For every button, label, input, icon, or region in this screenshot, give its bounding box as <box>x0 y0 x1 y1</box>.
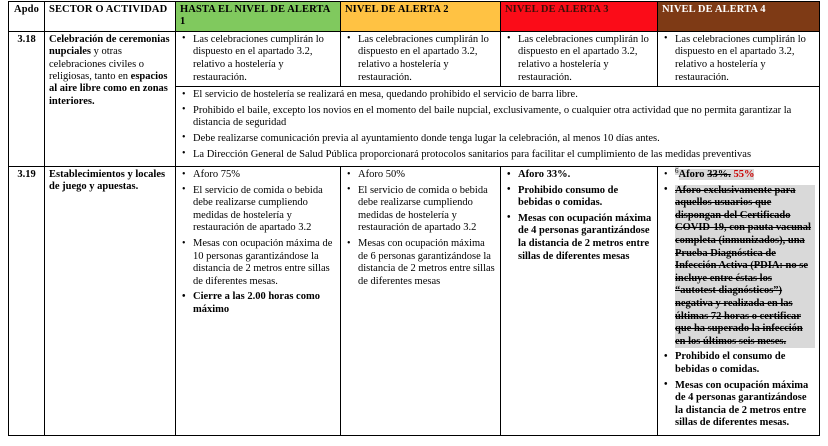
cell-318-nivel1 <box>176 31 341 86</box>
table-row <box>9 167 820 436</box>
list-item: • Mesas con ocupación máxima de 4 personas garantizándose la distancia de 2 metros entre sillas de diferentes mesas <box>518 213 653 263</box>
sector-bold-lead: Celebración de ceremonias nupciales <box>49 33 170 58</box>
cell-318-nivel3 <box>501 31 658 86</box>
row-sector-319 <box>45 167 176 436</box>
header-sector: SECTOR O ACTIVIDAD <box>45 2 176 32</box>
bullet-list <box>505 34 653 84</box>
list-item: • Las celebraciones cumplirán lo dispuesto en el apartado 3.2, relativo a hostelería y restauración. <box>193 34 336 84</box>
cell-319-nivel2 <box>341 167 501 436</box>
list-item: • Cierre a las 2.00 horas como máximo <box>193 291 336 316</box>
bullet-list <box>505 169 653 263</box>
list-item: • El servicio de comida o bebida debe realizarse cumpliendo medidas de hostelería y restauración de apartado 3.2 <box>193 185 336 235</box>
list-item: • Prohibido consumo de bebidas o comidas. <box>518 185 653 210</box>
bullet-list <box>180 89 815 161</box>
list-item: • El servicio de hostelería se realizará en mesa, quedando prohibido el servicio de barra libre. <box>193 89 815 102</box>
aforo-new-value: 55% <box>733 169 755 181</box>
list-item: • Las celebraciones cumplirán lo dispuesto en el apartado 3.2, relativo a hostelería y restauración. <box>675 34 815 84</box>
list-item: • La Dirección General de Salud Pública proporcionará protocolos sanitarios para facilitar el cumplimiento de las medidas preventivas <box>193 149 815 162</box>
header-nivel-1: HASTA EL NIVEL DE ALERTA 1 <box>176 2 341 32</box>
cell-318-common-measures <box>176 87 820 167</box>
cell-319-nivel3 <box>501 167 658 436</box>
list-item: • Prohibido el consumo de bebidas o comidas. <box>675 351 815 376</box>
list-item: • Mesas con ocupación máxima de 4 personas garantizándose la distancia de 2 metros entre sillas de diferentes mesas. <box>675 380 815 430</box>
list-item: • Las celebraciones cumplirán lo dispuesto en el apartado 3.2, relativo a hostelería y restauración. <box>358 34 496 84</box>
header-nivel-3: NIVEL DE ALERTA 3 <box>501 2 658 32</box>
bullet-list <box>662 34 815 84</box>
row-apdo-318: 3.18 <box>9 31 45 166</box>
list-item-struck-certificate: • Aforo exclusivamente para aquellos usuarios que dispongan del Certificado COVID-19, con pauta vacunal completa (inmunizados), una Prueba Diagnóstica de Infección Activa (PDIA: no se incluye entre éstas los “autotest diagnósticos”) negativa y realizada en las últimas 72 horas o certificar que ha superado la infección en los últimos seis meses. <box>675 185 815 349</box>
alert-levels-table <box>8 1 820 436</box>
list-item-aforo-amended <box>675 166 815 182</box>
sector-bold-tail: espacios al aire libre como en zonas interiores. <box>49 70 168 107</box>
bullet-list <box>345 34 496 84</box>
cell-319-nivel4 <box>658 167 820 436</box>
bullet-list <box>345 169 496 288</box>
row-apdo-319: 3.19 <box>9 167 45 436</box>
cell-318-nivel4 <box>658 31 820 86</box>
header-apdo: Apdo <box>9 2 45 32</box>
list-item: • Aforo 75% <box>193 169 336 182</box>
footnote-marker-6: 6 <box>675 166 679 175</box>
list-item: • Mesas con ocupación máxima de 10 personas garantizándose la distancia de 2 metros entre sillas de diferentes mesas. <box>193 238 336 288</box>
sector-normal: y otras celebraciones civiles o religiosas, tanto en <box>49 46 145 82</box>
row-sector-318 <box>45 31 176 166</box>
table-header-row <box>9 2 820 32</box>
bullet-list <box>180 169 336 317</box>
list-item: • Las celebraciones cumplirán lo dispuesto en el apartado 3.2, relativo a hostelería y restauración. <box>518 34 653 84</box>
sector-bold-lead: Establecimientos y locales de juego y apuestas. <box>49 169 166 193</box>
bullet-list <box>662 166 815 430</box>
aforo-struck-value: 33%. <box>707 169 731 181</box>
aforo-label: Aforo <box>678 169 708 181</box>
header-nivel-4: NIVEL DE ALERTA 4 <box>658 2 820 32</box>
list-item: • Aforo 33%. <box>518 169 653 182</box>
header-nivel-2: NIVEL DE ALERTA 2 <box>341 2 501 32</box>
cell-318-nivel2 <box>341 31 501 86</box>
list-item: • Mesas con ocupación máxima de 6 personas garantizándose la distancia de 2 metros entre sillas de diferentes mesas <box>358 238 496 288</box>
list-item: • Aforo 50% <box>358 169 496 182</box>
list-item: • El servicio de comida o bebida debe realizarse cumpliendo medidas de hostelería y restauración de apartado 3.2 <box>358 185 496 235</box>
bullet-list <box>180 34 336 84</box>
cell-319-nivel1 <box>176 167 341 436</box>
list-item: • Prohibido el baile, excepto los novios en el momento del baile nupcial, exclusivamente, o cualquier otra actividad que no permita garantizar la distancia de seguridad <box>193 105 815 130</box>
table-row <box>9 31 820 86</box>
list-item: • Debe realizarse comunicación previa al ayuntamiento donde tenga lugar la celebración, al menos 10 días antes. <box>193 133 815 146</box>
